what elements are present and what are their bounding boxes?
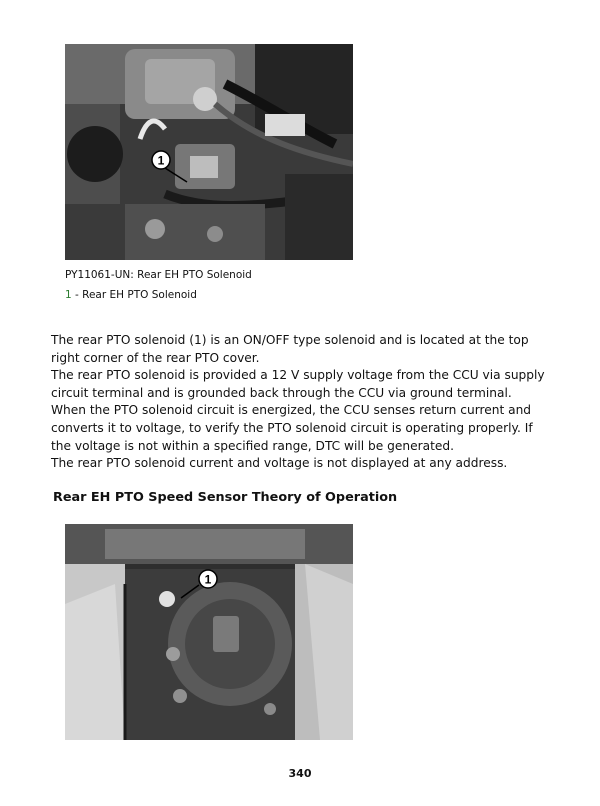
paragraph: The rear PTO solenoid current and voltage is not displayed at any address. bbox=[51, 456, 508, 471]
speed-sensor-photo bbox=[65, 524, 353, 740]
legend-text: - Rear EH PTO Solenoid bbox=[71, 289, 197, 301]
solenoid-photo bbox=[65, 44, 353, 260]
body-text bbox=[51, 332, 551, 473]
legend-number: 1 bbox=[65, 289, 72, 301]
figure-caption: PY11061-UN: Rear EH PTO Solenoid bbox=[65, 269, 252, 281]
callout-number: 1 bbox=[204, 572, 212, 587]
paragraph: When the PTO solenoid circuit is energized, the CCU senses return current and converts it to voltage, to verify the PTO solenoid circuit is operating properly. If the voltage is not within a specified range, DTC will be generated. bbox=[51, 403, 533, 453]
paragraph: The rear PTO solenoid is provided a 12 V supply voltage from the CCU via supply circuit terminal and is grounded back through the CCU via ground terminal. bbox=[51, 368, 545, 400]
page-number: 340 bbox=[288, 767, 312, 780]
callout-number: 1 bbox=[157, 153, 165, 168]
paragraph: The rear PTO solenoid (1) is an ON/OFF type solenoid and is located at the top right corner of the rear PTO cover. bbox=[51, 333, 529, 365]
section-heading: Rear EH PTO Speed Sensor Theory of Operation bbox=[53, 490, 398, 505]
figure-legend bbox=[65, 289, 197, 301]
